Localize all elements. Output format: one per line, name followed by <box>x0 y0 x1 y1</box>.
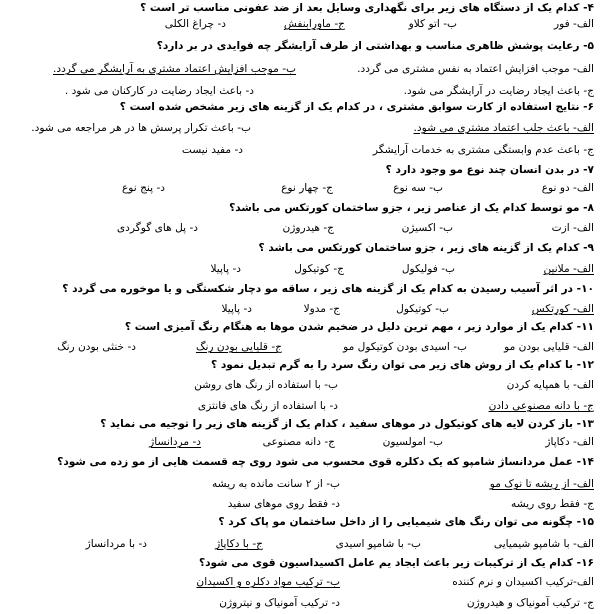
q7-option-c: ج- چهار نوع <box>281 182 333 194</box>
q4-option-a: الف- فور <box>554 18 594 30</box>
q12-option-b: ب- با استفاده از رنگ های روشن <box>194 379 338 391</box>
q9-option-a: الف- ملانین <box>543 263 594 275</box>
q10-option-b: ب- کوتیکول <box>396 303 449 315</box>
q15-option-c: ج- با دکاپاژ <box>215 538 263 550</box>
q9-option-b: ب- فولیکول <box>401 263 455 275</box>
q11-option-d: د- خنثی بودن رنگ <box>57 341 136 353</box>
q6-option-b: ب- باعث تکرار پرسش ها در هر مراجعه می شود. <box>31 122 251 134</box>
q12-option-c: ج- با دانه مصنوعی دادن <box>488 400 594 412</box>
question-4-stem: ۴- کدام یک از دستگاه های زیر برای نگهداری وسایل بعد از ضد عفونی مناسب تر است ؟ <box>140 2 594 14</box>
q12-option-a: الف- با همپایه کردن <box>506 379 594 391</box>
q16-option-a: الف-ترکیب اکسیدان و نرم کننده <box>452 576 594 588</box>
q14-option-b: ب- از ۲ سانت مانده به ریشه <box>211 478 340 490</box>
q8-option-d: د- پل های گوگردی <box>116 222 198 234</box>
q13-option-a: الف- دکاپاژ <box>545 436 594 448</box>
q5-option-c: ج- باعث ایجاد رضایت در آرایشگر می شود. <box>403 85 594 97</box>
q13-option-b: ب- امولسیون <box>382 436 443 448</box>
q9-option-c: ج- کوتیکول <box>294 263 344 275</box>
q8-option-a: الف- ازت <box>551 222 594 234</box>
question-15-stem: ۱۵- چگونه می توان رنگ های شیمیایی را از داخل ساختمان مو پاک کرد ؟ <box>218 516 594 528</box>
question-11-stem: ۱۱- کدام یک از موارد زیر ، مهم ترین دلیل در ضخیم شدن موها به هنگام رنگ آمیزی است ؟ <box>124 321 594 333</box>
q4-option-d: د- چراغ الکلی <box>164 18 226 30</box>
q11-option-b: ب- اسیدی بودن کوتیکول مو <box>343 341 467 353</box>
question-7-stem: ۷- در بدن انسان چند نوع مو وجود دارد ؟ <box>385 164 594 176</box>
q9-option-d: د- پاپیلا <box>210 263 241 275</box>
q16-option-b: ب- ترکیب مواد دکلره و اکسیدان <box>196 576 340 588</box>
q4-option-b: ب- اتو کلاو <box>408 18 457 30</box>
question-8-stem: ۸- مو توسط کدام یک از عناصر زیر ، جزو ساختمان کورتکس می باشد؟ <box>229 202 594 214</box>
q10-option-d: د- پاپیلا <box>221 303 252 315</box>
q6-option-a: الف- باعث جلب اعتماد مشتری می شود. <box>413 122 594 134</box>
q8-option-b: ب- اکسیژن <box>401 222 453 234</box>
q7-option-b: ب- سه نوع <box>393 182 443 194</box>
q13-option-d: د- مردانساژ <box>149 436 201 448</box>
q15-option-b: ب- با شامپو اسیدی <box>335 538 421 550</box>
q16-option-d: د- ترکیب آمونیاک و نیتروژن <box>219 597 340 609</box>
question-6-stem: ۶- نتایج استفاده از کارت سوابق مشتری ، در کدام یک از گزینه های زیر مشخص شده است ؟ <box>119 101 594 113</box>
q6-option-d: د- مفید نیست <box>181 144 243 156</box>
q5-option-d: د- باعث ایجاد رضایت در کارکنان می شود . <box>64 85 254 97</box>
q14-option-a: الف- از ریشه تا نوک مو <box>489 478 594 490</box>
q5-option-a: الف- موجب افزایش اعتماد به نفس مشتری می گردد. <box>357 63 594 75</box>
question-16-stem: ۱۶- کدام یک از ترکیبات زیر باعث ایجاد یم عامل اکسیداسیون قوی می شود؟ <box>198 557 594 569</box>
q11-option-a: الف- قلیایی بودن مو <box>504 341 594 353</box>
question-14-stem: ۱۴- عمل مردانساژ شامپو که یک دکلره قوی محسوب می شود روی چه قسمت هایی از مو زده می شود؟ <box>57 456 594 468</box>
question-5-stem: ۵- رعایت پوشش ظاهری مناسب و بهداشتی از طرف آرایشگر چه فوایدی در بر دارد؟ <box>156 40 594 52</box>
q6-option-c: ج- باعث عدم وابستگی مشتری به خدمات آرایشگر <box>372 144 594 156</box>
q14-option-d: د- فقط روی موهای سفید <box>227 498 340 510</box>
q12-option-d: د- با استفاده از رنگ های فانتزی <box>197 400 338 412</box>
q10-option-a: الف- کورتکس <box>531 303 594 315</box>
q10-option-c: ج- مدولا <box>303 303 340 315</box>
q8-option-c: ج- هیدروژن <box>282 222 334 234</box>
q11-option-c: ج- قلیایی بودن رنگ <box>195 341 282 353</box>
question-9-stem: ۹- کدام یک از گزینه های زیر ، جزو ساختمان کورتکس می باشد ؟ <box>258 242 594 254</box>
q16-option-c: ج- ترکیب آمونیاک و هیدروژن <box>466 597 594 609</box>
q5-option-b: ب- موجب افزایش اعتماد مشتری به آرایشگر می گردد. <box>53 63 296 75</box>
q7-option-d: د- پنج نوع <box>121 182 165 194</box>
q4-option-c: ج- ماورابنفش <box>283 18 345 30</box>
question-10-stem: ۱۰- در اثر آسیب رسیدن به کدام یک از گزینه های زیر ، ساقه مو دچار شکستگی و یا موخوره می گردد ؟ <box>62 283 594 295</box>
q7-option-a: الف- دو نوع <box>541 182 594 194</box>
q14-option-c: ج- فقط روی ریشه <box>511 498 594 510</box>
question-12-stem: ۱۲- با کدام یک از روش های زیر می توان رنگ سرد را به گرم تبدیل نمود ؟ <box>211 359 594 371</box>
q15-option-a: الف- با شامپو شیمیایی <box>493 538 594 550</box>
q13-option-c: ج- دانه مصنوعی <box>262 436 335 448</box>
question-13-stem: ۱۳- باز کردن لایه های کوتیکول در موهای سفید ، کدام یک از گزینه های زیر را توجیه می نماید ؟ <box>100 418 594 430</box>
q15-option-d: د- با مردانساژ <box>85 538 147 550</box>
